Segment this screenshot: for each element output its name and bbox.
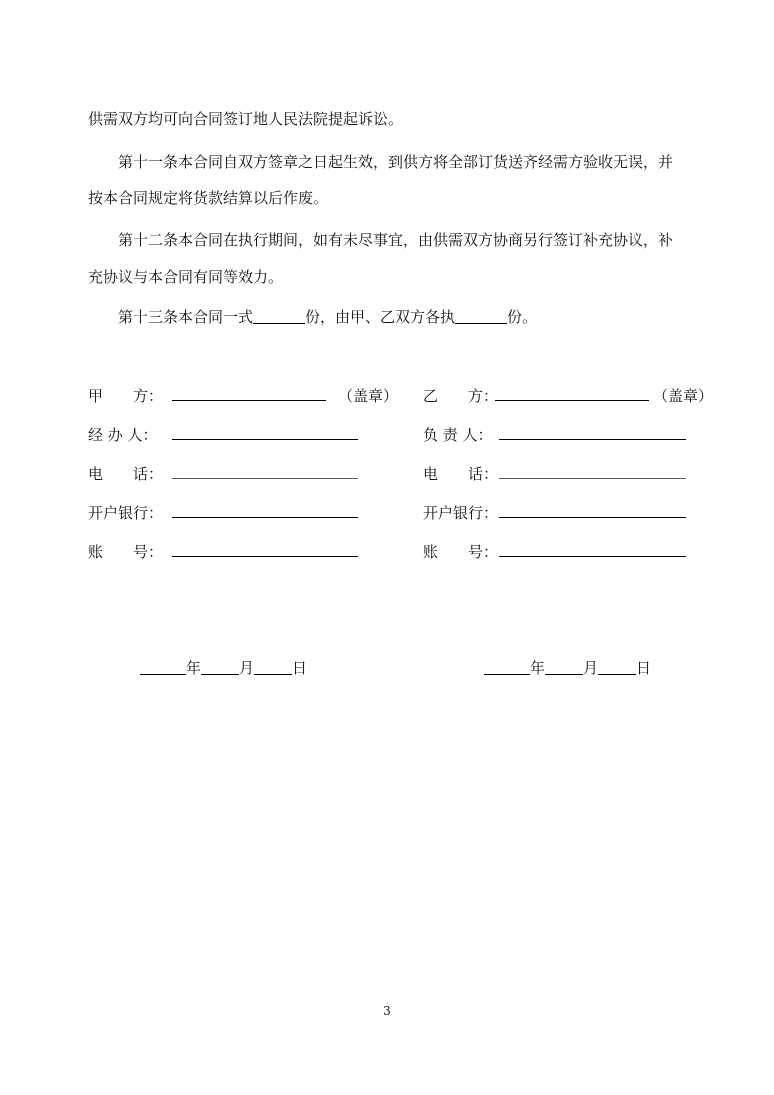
party-b-bank-label: 开户银行： [423,504,499,522]
party-b-month-label: 月 [583,659,599,677]
clause-12-line-1: 第十二条本合同在执行期间，如有未尽事宜，由供需双方协商另行签订补充协议，补 [118,231,674,249]
page-number: 3 [383,1004,391,1018]
clause-11-line-2: 按本合同规定将货款结算以后作废。 [88,189,329,207]
party-b-label: 乙 方： [423,387,499,405]
clause-13 [118,306,537,327]
handler-line[interactable] [172,438,358,440]
party-b-date [484,657,651,678]
party-b-day-label: 日 [636,659,652,677]
party-a-account-line[interactable] [172,555,358,557]
responsible-person-line[interactable] [499,438,686,440]
clause-11-line-1: 第十一条本合同自双方签章之日起生效，到供方将全部订货送齐经需方验收无误，并 [118,153,674,171]
party-b-account-label: 账 号： [423,543,499,561]
copies-total-blank[interactable] [253,308,305,324]
handler-label: 经 办 人： [88,426,158,444]
party-b-month-blank[interactable] [545,659,583,675]
party-a-day-blank[interactable] [254,659,292,675]
party-a-bank-label: 开户银行： [88,504,164,522]
responsible-person-label: 负 责 人： [423,426,493,444]
party-a-year-blank[interactable] [140,659,186,675]
paragraph-continuation: 供需双方均可向合同签订地人民法院提起诉讼。 [88,110,404,128]
party-b-day-blank[interactable] [598,659,636,675]
clause-13-prefix: 第十三条本合同一式 [118,308,254,326]
party-b-phone-line[interactable] [499,477,686,479]
clause-13-end: 份。 [507,308,538,326]
party-a-seal-label: （盖章） [338,387,399,405]
party-b-account-line[interactable] [499,555,686,557]
party-a-bank-line[interactable] [172,516,358,518]
party-b-phone-label: 电 话： [423,465,499,483]
party-a-line[interactable] [172,399,326,401]
party-a-phone-label: 电 话： [88,465,164,483]
clause-12-line-2: 充协议与本合同有同等效力。 [88,268,284,286]
party-b-bank-line[interactable] [499,516,686,518]
party-a-month-blank[interactable] [201,659,239,675]
party-a-day-label: 日 [292,659,308,677]
party-b-seal-label: （盖章） [653,387,714,405]
party-a-year-label: 年 [186,659,202,677]
party-a-label: 甲 方： [88,387,164,405]
party-b-year-label: 年 [530,659,546,677]
clause-13-middle: 份，由甲、乙双方各执 [305,308,456,326]
party-b-year-blank[interactable] [484,659,530,675]
party-a-phone-line[interactable] [172,477,358,479]
party-a-account-label: 账 号： [88,543,164,561]
copies-each-blank[interactable] [455,308,507,324]
party-a-month-label: 月 [239,659,255,677]
party-a-date [140,657,307,678]
party-b-line[interactable] [495,399,649,401]
